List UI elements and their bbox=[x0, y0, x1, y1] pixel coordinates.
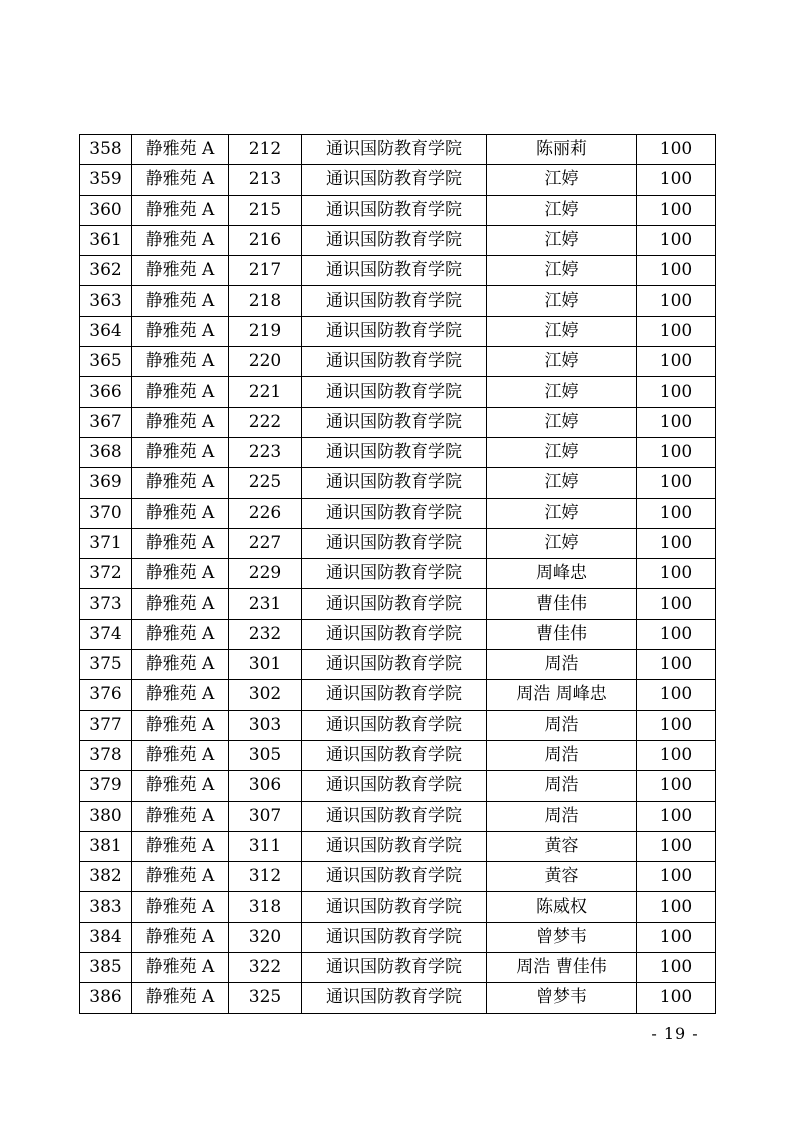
room-cell: 306 bbox=[229, 771, 302, 801]
counselor-cell: 黄容 bbox=[487, 862, 637, 892]
room-cell: 311 bbox=[229, 831, 302, 861]
room-cell: 231 bbox=[229, 589, 302, 619]
table-row bbox=[80, 589, 716, 619]
college-cell: 通识国防教育学院 bbox=[302, 892, 487, 922]
college-cell: 通识国防教育学院 bbox=[302, 831, 487, 861]
counselor-cell: 江婷 bbox=[487, 316, 637, 346]
row-number-cell: 358 bbox=[80, 135, 132, 165]
counselor-cell: 曹佳伟 bbox=[487, 619, 637, 649]
building-cell: 静雅苑 A bbox=[132, 498, 229, 528]
score-cell: 100 bbox=[637, 165, 716, 195]
row-number-cell: 380 bbox=[80, 801, 132, 831]
score-cell: 100 bbox=[637, 498, 716, 528]
score-cell: 100 bbox=[637, 862, 716, 892]
counselor-cell: 周浩 bbox=[487, 771, 637, 801]
score-cell: 100 bbox=[637, 407, 716, 437]
table-body bbox=[80, 135, 716, 1014]
college-cell: 通识国防教育学院 bbox=[302, 710, 487, 740]
table-row bbox=[80, 680, 716, 710]
table-row bbox=[80, 407, 716, 437]
row-number-cell: 385 bbox=[80, 953, 132, 983]
row-number-cell: 363 bbox=[80, 286, 132, 316]
dormitory-table bbox=[79, 134, 716, 1014]
score-cell: 100 bbox=[637, 983, 716, 1013]
table-row bbox=[80, 316, 716, 346]
row-number-cell: 362 bbox=[80, 256, 132, 286]
room-cell: 220 bbox=[229, 347, 302, 377]
room-cell: 302 bbox=[229, 680, 302, 710]
counselor-cell: 江婷 bbox=[487, 498, 637, 528]
table-row bbox=[80, 347, 716, 377]
room-cell: 218 bbox=[229, 286, 302, 316]
counselor-cell: 江婷 bbox=[487, 468, 637, 498]
counselor-cell: 江婷 bbox=[487, 195, 637, 225]
building-cell: 静雅苑 A bbox=[132, 680, 229, 710]
counselor-cell: 曾梦韦 bbox=[487, 983, 637, 1013]
counselor-cell: 江婷 bbox=[487, 225, 637, 255]
row-number-cell: 378 bbox=[80, 740, 132, 770]
college-cell: 通识国防教育学院 bbox=[302, 953, 487, 983]
building-cell: 静雅苑 A bbox=[132, 286, 229, 316]
table-row bbox=[80, 377, 716, 407]
counselor-cell: 江婷 bbox=[487, 256, 637, 286]
college-cell: 通识国防教育学院 bbox=[302, 862, 487, 892]
score-cell: 100 bbox=[637, 771, 716, 801]
score-cell: 100 bbox=[637, 801, 716, 831]
row-number-cell: 377 bbox=[80, 710, 132, 740]
row-number-cell: 381 bbox=[80, 831, 132, 861]
building-cell: 静雅苑 A bbox=[132, 831, 229, 861]
score-cell: 100 bbox=[637, 347, 716, 377]
college-cell: 通识国防教育学院 bbox=[302, 407, 487, 437]
building-cell: 静雅苑 A bbox=[132, 862, 229, 892]
building-cell: 静雅苑 A bbox=[132, 135, 229, 165]
building-cell: 静雅苑 A bbox=[132, 589, 229, 619]
row-number-cell: 361 bbox=[80, 225, 132, 255]
college-cell: 通识国防教育学院 bbox=[302, 801, 487, 831]
room-cell: 226 bbox=[229, 498, 302, 528]
room-cell: 229 bbox=[229, 559, 302, 589]
row-number-cell: 373 bbox=[80, 589, 132, 619]
building-cell: 静雅苑 A bbox=[132, 710, 229, 740]
table-row bbox=[80, 771, 716, 801]
table-row bbox=[80, 862, 716, 892]
building-cell: 静雅苑 A bbox=[132, 437, 229, 467]
score-cell: 100 bbox=[637, 922, 716, 952]
building-cell: 静雅苑 A bbox=[132, 316, 229, 346]
table-row bbox=[80, 953, 716, 983]
college-cell: 通识国防教育学院 bbox=[302, 740, 487, 770]
row-number-cell: 360 bbox=[80, 195, 132, 225]
row-number-cell: 371 bbox=[80, 528, 132, 558]
room-cell: 325 bbox=[229, 983, 302, 1013]
building-cell: 静雅苑 A bbox=[132, 195, 229, 225]
table-row bbox=[80, 922, 716, 952]
counselor-cell: 周浩 bbox=[487, 650, 637, 680]
counselor-cell: 周浩 周峰忠 bbox=[487, 680, 637, 710]
score-cell: 100 bbox=[637, 650, 716, 680]
counselor-cell: 曾梦韦 bbox=[487, 922, 637, 952]
row-number-cell: 367 bbox=[80, 407, 132, 437]
building-cell: 静雅苑 A bbox=[132, 559, 229, 589]
row-number-cell: 386 bbox=[80, 983, 132, 1013]
table-row bbox=[80, 286, 716, 316]
counselor-cell: 陈丽莉 bbox=[487, 135, 637, 165]
building-cell: 静雅苑 A bbox=[132, 953, 229, 983]
room-cell: 301 bbox=[229, 650, 302, 680]
counselor-cell: 江婷 bbox=[487, 377, 637, 407]
building-cell: 静雅苑 A bbox=[132, 801, 229, 831]
room-cell: 305 bbox=[229, 740, 302, 770]
room-cell: 307 bbox=[229, 801, 302, 831]
college-cell: 通识国防教育学院 bbox=[302, 256, 487, 286]
row-number-cell: 379 bbox=[80, 771, 132, 801]
row-number-cell: 366 bbox=[80, 377, 132, 407]
room-cell: 212 bbox=[229, 135, 302, 165]
table-row bbox=[80, 831, 716, 861]
table-row bbox=[80, 165, 716, 195]
building-cell: 静雅苑 A bbox=[132, 225, 229, 255]
table-row bbox=[80, 135, 716, 165]
row-number-cell: 365 bbox=[80, 347, 132, 377]
score-cell: 100 bbox=[637, 740, 716, 770]
building-cell: 静雅苑 A bbox=[132, 650, 229, 680]
college-cell: 通识国防教育学院 bbox=[302, 650, 487, 680]
college-cell: 通识国防教育学院 bbox=[302, 195, 487, 225]
building-cell: 静雅苑 A bbox=[132, 771, 229, 801]
room-cell: 312 bbox=[229, 862, 302, 892]
row-number-cell: 375 bbox=[80, 650, 132, 680]
table-row bbox=[80, 256, 716, 286]
score-cell: 100 bbox=[637, 468, 716, 498]
score-cell: 100 bbox=[637, 256, 716, 286]
building-cell: 静雅苑 A bbox=[132, 468, 229, 498]
room-cell: 222 bbox=[229, 407, 302, 437]
college-cell: 通识国防教育学院 bbox=[302, 922, 487, 952]
score-cell: 100 bbox=[637, 831, 716, 861]
counselor-cell: 黄容 bbox=[487, 831, 637, 861]
counselor-cell: 江婷 bbox=[487, 165, 637, 195]
counselor-cell: 曹佳伟 bbox=[487, 589, 637, 619]
building-cell: 静雅苑 A bbox=[132, 619, 229, 649]
room-cell: 223 bbox=[229, 437, 302, 467]
row-number-cell: 369 bbox=[80, 468, 132, 498]
room-cell: 318 bbox=[229, 892, 302, 922]
row-number-cell: 383 bbox=[80, 892, 132, 922]
score-cell: 100 bbox=[637, 619, 716, 649]
college-cell: 通识国防教育学院 bbox=[302, 559, 487, 589]
table-row bbox=[80, 559, 716, 589]
counselor-cell: 江婷 bbox=[487, 407, 637, 437]
row-number-cell: 372 bbox=[80, 559, 132, 589]
college-cell: 通识国防教育学院 bbox=[302, 316, 487, 346]
room-cell: 232 bbox=[229, 619, 302, 649]
score-cell: 100 bbox=[637, 286, 716, 316]
college-cell: 通识国防教育学院 bbox=[302, 983, 487, 1013]
building-cell: 静雅苑 A bbox=[132, 983, 229, 1013]
row-number-cell: 370 bbox=[80, 498, 132, 528]
table-row bbox=[80, 619, 716, 649]
table-row bbox=[80, 498, 716, 528]
building-cell: 静雅苑 A bbox=[132, 922, 229, 952]
room-cell: 227 bbox=[229, 528, 302, 558]
college-cell: 通识国防教育学院 bbox=[302, 589, 487, 619]
college-cell: 通识国防教育学院 bbox=[302, 468, 487, 498]
room-cell: 225 bbox=[229, 468, 302, 498]
college-cell: 通识国防教育学院 bbox=[302, 771, 487, 801]
counselor-cell: 周浩 bbox=[487, 801, 637, 831]
table-row bbox=[80, 710, 716, 740]
row-number-cell: 364 bbox=[80, 316, 132, 346]
table-row bbox=[80, 437, 716, 467]
college-cell: 通识国防教育学院 bbox=[302, 135, 487, 165]
counselor-cell: 江婷 bbox=[487, 437, 637, 467]
row-number-cell: 359 bbox=[80, 165, 132, 195]
building-cell: 静雅苑 A bbox=[132, 892, 229, 922]
score-cell: 100 bbox=[637, 680, 716, 710]
score-cell: 100 bbox=[637, 589, 716, 619]
table-row bbox=[80, 225, 716, 255]
room-cell: 217 bbox=[229, 256, 302, 286]
score-cell: 100 bbox=[637, 316, 716, 346]
counselor-cell: 周浩 bbox=[487, 740, 637, 770]
score-cell: 100 bbox=[637, 892, 716, 922]
table-row bbox=[80, 650, 716, 680]
college-cell: 通识国防教育学院 bbox=[302, 347, 487, 377]
counselor-cell: 陈威权 bbox=[487, 892, 637, 922]
table-row bbox=[80, 983, 716, 1013]
college-cell: 通识国防教育学院 bbox=[302, 437, 487, 467]
score-cell: 100 bbox=[637, 559, 716, 589]
building-cell: 静雅苑 A bbox=[132, 256, 229, 286]
table-row bbox=[80, 195, 716, 225]
score-cell: 100 bbox=[637, 377, 716, 407]
score-cell: 100 bbox=[637, 225, 716, 255]
room-cell: 219 bbox=[229, 316, 302, 346]
college-cell: 通识国防教育学院 bbox=[302, 286, 487, 316]
building-cell: 静雅苑 A bbox=[132, 407, 229, 437]
row-number-cell: 382 bbox=[80, 862, 132, 892]
score-cell: 100 bbox=[637, 710, 716, 740]
page-number: - 19 - bbox=[651, 1024, 699, 1043]
room-cell: 215 bbox=[229, 195, 302, 225]
room-cell: 221 bbox=[229, 377, 302, 407]
building-cell: 静雅苑 A bbox=[132, 528, 229, 558]
score-cell: 100 bbox=[637, 528, 716, 558]
score-cell: 100 bbox=[637, 953, 716, 983]
counselor-cell: 周浩 曹佳伟 bbox=[487, 953, 637, 983]
room-cell: 322 bbox=[229, 953, 302, 983]
college-cell: 通识国防教育学院 bbox=[302, 528, 487, 558]
college-cell: 通识国防教育学院 bbox=[302, 377, 487, 407]
counselor-cell: 江婷 bbox=[487, 528, 637, 558]
score-cell: 100 bbox=[637, 437, 716, 467]
row-number-cell: 368 bbox=[80, 437, 132, 467]
counselor-cell: 周峰忠 bbox=[487, 559, 637, 589]
counselor-cell: 周浩 bbox=[487, 710, 637, 740]
counselor-cell: 江婷 bbox=[487, 286, 637, 316]
room-cell: 303 bbox=[229, 710, 302, 740]
table-row bbox=[80, 528, 716, 558]
college-cell: 通识国防教育学院 bbox=[302, 498, 487, 528]
room-cell: 213 bbox=[229, 165, 302, 195]
building-cell: 静雅苑 A bbox=[132, 377, 229, 407]
row-number-cell: 374 bbox=[80, 619, 132, 649]
college-cell: 通识国防教育学院 bbox=[302, 225, 487, 255]
table-row bbox=[80, 892, 716, 922]
table-row bbox=[80, 468, 716, 498]
counselor-cell: 江婷 bbox=[487, 347, 637, 377]
building-cell: 静雅苑 A bbox=[132, 347, 229, 377]
college-cell: 通识国防教育学院 bbox=[302, 680, 487, 710]
score-cell: 100 bbox=[637, 195, 716, 225]
table-row bbox=[80, 801, 716, 831]
room-cell: 320 bbox=[229, 922, 302, 952]
building-cell: 静雅苑 A bbox=[132, 740, 229, 770]
row-number-cell: 376 bbox=[80, 680, 132, 710]
table-row bbox=[80, 740, 716, 770]
room-cell: 216 bbox=[229, 225, 302, 255]
college-cell: 通识国防教育学院 bbox=[302, 619, 487, 649]
college-cell: 通识国防教育学院 bbox=[302, 165, 487, 195]
building-cell: 静雅苑 A bbox=[132, 165, 229, 195]
row-number-cell: 384 bbox=[80, 922, 132, 952]
score-cell: 100 bbox=[637, 135, 716, 165]
